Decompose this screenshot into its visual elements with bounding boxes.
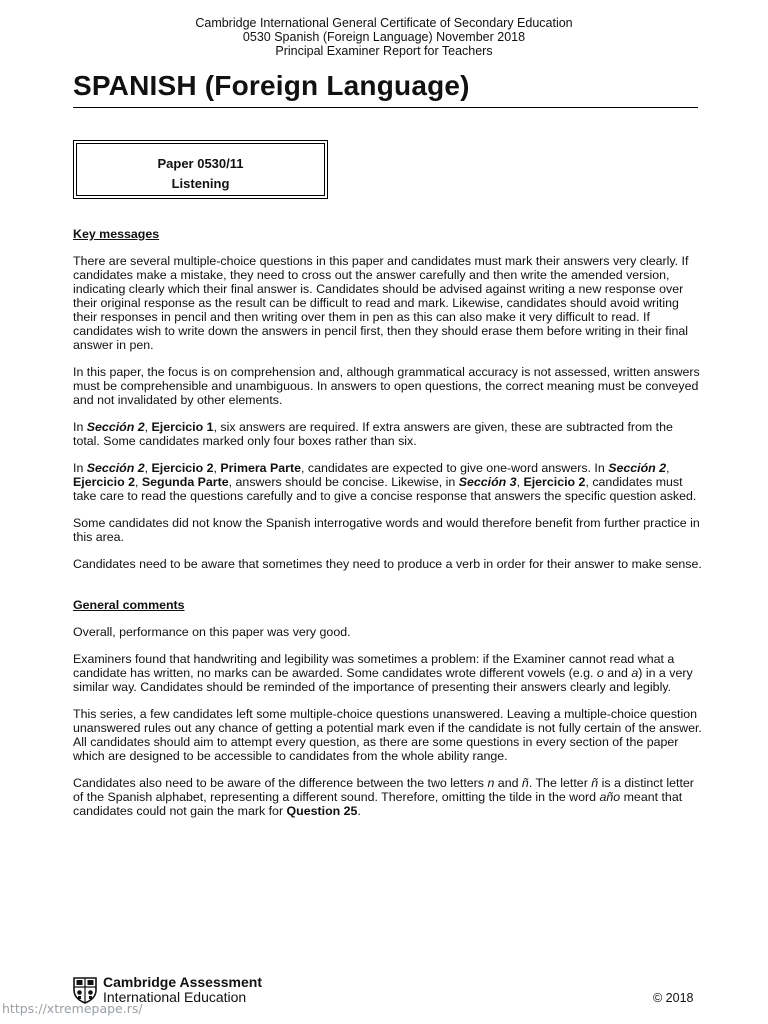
source-watermark: https://xtremepape.rs/	[2, 1001, 143, 1016]
emphasized-text: Sección 2	[86, 420, 145, 434]
section-heading: General comments	[73, 598, 185, 612]
text-run: and	[494, 776, 522, 790]
text-run: ,	[144, 461, 152, 475]
text-run: Candidates also need to be aware of the difference between the two letters	[73, 776, 488, 790]
text-run: In	[73, 461, 87, 475]
paper-number: Paper 0530/11	[157, 156, 244, 171]
text-run: ,	[144, 420, 152, 434]
body-paragraph	[73, 420, 703, 448]
emphasized-text: n	[487, 776, 495, 790]
text-run: In this paper, the focus is on comprehension and, although grammatical accuracy is not assessed, written answers must be comprehensible and unambiguous. In answers to open questions, the correct meaning must be conveyed and not invalidated by other elements.	[73, 365, 700, 407]
text-run: There are several multiple-choice questions in this paper and candidates must mark their answers very clearly. If candidates make a mistake, they need to cross out the answer carefully and then write the amended version, indicating clearly which their final answer is. Candidates should be advised against writing a new response over their original response as the result can be difficult to read and mark. Likewise, candidates should avoid writing their responses in pencil and then writing over them in pen as this can also make it very difficult to read. If candidates wish to write down the answers in pencil first, then they should erase them before writing in their final answer in pen.	[73, 254, 689, 352]
text-run: In	[73, 420, 87, 434]
emphasized-text: Sección 2	[86, 461, 145, 475]
text-run: , six answers are required. If extra answers are given, these are subtracted from the total. Some candidates marked only four boxes rather than six.	[73, 420, 673, 448]
logo-line-2: International Education	[103, 989, 247, 1005]
emphasized-text: Ejercicio 2	[523, 475, 586, 489]
emphasized-text: ñ	[591, 776, 599, 790]
text-run: ,	[666, 461, 670, 475]
text-run: , candidates must take care to read the questions carefully and to give a concise response that answers the specific question asked.	[73, 475, 697, 503]
logo-line-1: Cambridge Assessment	[103, 974, 262, 990]
text-run: ,	[516, 475, 524, 489]
text-run: , candidates are expected to give one-word answers. In	[301, 461, 609, 475]
text-run: . The letter	[528, 776, 592, 790]
paper-box	[73, 140, 328, 199]
emphasized-text: Question 25	[286, 804, 358, 818]
body-paragraph	[73, 557, 703, 571]
text-run: .	[357, 804, 361, 818]
emphasized-text: Primera Parte	[220, 461, 302, 475]
paper-box-inner	[76, 143, 325, 196]
header-line-3: Principal Examiner Report for Teachers	[275, 44, 493, 58]
body-paragraph	[73, 776, 703, 818]
body-paragraph	[73, 365, 703, 407]
body-paragraph	[73, 707, 703, 763]
text-run: ) in a very similar way. Candidates should be reminded of the importance of presenting their answers clearly and legibly.	[73, 666, 693, 694]
emphasized-text: Ejercicio 1	[151, 420, 214, 434]
header-line-2: 0530 Spanish (Foreign Language) November 2018	[242, 30, 526, 44]
title-underline	[73, 107, 698, 108]
emphasized-text: año	[599, 790, 621, 804]
section-heading: Key messages	[73, 227, 160, 241]
body-paragraph	[73, 625, 703, 639]
copyright-notice: © 2018	[653, 991, 694, 1005]
text-run: ,	[135, 475, 142, 489]
emphasized-text: Ejercicio 2	[151, 461, 214, 475]
text-run: meant that candidates could not gain the mark for	[73, 790, 683, 818]
body-paragraph	[73, 461, 703, 503]
header-line-1: Cambridge International General Certificate of Secondary Education	[195, 16, 573, 30]
text-run: This series, a few candidates left some multiple-choice questions unanswered. Leaving a multiple-choice question unanswered rules out any chance of getting a potential mark even if the candidate is not fully certain of the answer. All candidates should aim to attempt every question, as there are some questions in every section of the paper which are designed to be accessible to candidates from the whole ability range.	[73, 707, 702, 763]
body-paragraph	[73, 516, 703, 544]
text-run: Overall, performance on this paper was very good.	[73, 625, 351, 639]
emphasized-text: o	[596, 666, 604, 680]
text-run: is a distinct letter of the Spanish alphabet, representing a different sound. Therefore, omitting the tilde in the word	[73, 776, 694, 804]
text-run: and	[603, 666, 632, 680]
paper-component: Listening	[171, 176, 230, 191]
emphasized-text: Sección 2	[608, 461, 667, 475]
cambridge-shield-icon	[72, 976, 98, 1004]
emphasized-text: Sección 3	[458, 475, 517, 489]
text-run: ,	[213, 461, 221, 475]
body-paragraph	[73, 652, 703, 694]
emphasized-text: ñ	[521, 776, 529, 790]
text-run: , answers should be concise. Likewise, in	[228, 475, 459, 489]
text-run: Examiners found that handwriting and legibility was sometimes a problem: if the Examiner cannot read what a candidate has written, no marks can be awarded. Some candidates wrote different vowels (e.g.	[73, 652, 675, 680]
text-run: Candidates need to be aware that sometimes they need to produce a verb in order for their answer to make sense.	[73, 557, 702, 571]
page-title: SPANISH (Foreign Language)	[73, 70, 470, 101]
text-run: Some candidates did not know the Spanish interrogative words and would therefore benefit from further practice in this area.	[73, 516, 700, 544]
body-paragraph	[73, 254, 703, 352]
emphasized-text: a	[631, 666, 639, 680]
report-body	[73, 227, 703, 831]
emphasized-text: Ejercicio 2	[73, 475, 135, 489]
page-header	[0, 16, 768, 58]
emphasized-text: Segunda Parte	[141, 475, 229, 489]
